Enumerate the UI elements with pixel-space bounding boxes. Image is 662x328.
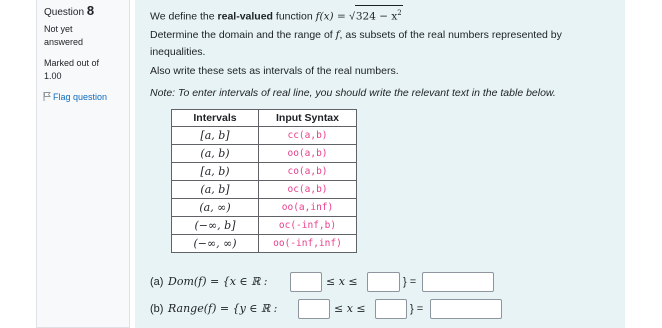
question-state: [44, 23, 83, 49]
header-input-syntax: Input Syntax: [259, 110, 357, 127]
table-row: [172, 181, 357, 199]
question-title: [44, 3, 94, 18]
domain-interval-input[interactable]: [422, 272, 494, 292]
flag-question-link[interactable]: [43, 92, 107, 102]
question-content: [135, 0, 625, 328]
syntax-cell: cc(a,b): [259, 127, 357, 145]
grade-line-2: 1.00: [44, 71, 62, 81]
intro-prefix: We define the: [150, 10, 218, 23]
domain-upper-bound-input[interactable]: [367, 272, 400, 292]
state-line-1: Not yet: [44, 24, 73, 34]
interval-cell: [a, b]: [172, 127, 259, 145]
table-row: [172, 217, 357, 235]
sqrt-expression: [355, 5, 403, 25]
domain-lower-bound-input[interactable]: [290, 272, 322, 292]
domain-close-brace: } =: [403, 276, 417, 288]
domain-set-builder: Dom(f) = {x ∈ ℝ :: [168, 275, 268, 288]
sqrt-radicand: 324 − x: [355, 10, 398, 23]
syntax-cell: oo(a,b): [259, 145, 357, 163]
line2-suffix: , as subsets of the real numbers represented by: [339, 29, 562, 41]
flag-question-label: Flag question: [53, 92, 108, 102]
range-upper-bound-input[interactable]: [375, 299, 407, 319]
intro-mid: function: [272, 10, 316, 23]
interval-cell: (a, ∞): [172, 199, 259, 217]
intro-paragraph: We define the real-valued function $f(x) = √324 - x^2$: [150, 5, 403, 25]
question-label: Question: [44, 7, 85, 18]
table-header-row: [172, 110, 357, 127]
note-text: Note: To enter intervals of real line, you should write the relevant text in the table below.: [150, 87, 556, 99]
table-row: [172, 145, 357, 163]
flag-icon: [43, 92, 51, 101]
table-row: [172, 127, 357, 145]
table-row: [172, 163, 357, 181]
function-definition: f(x) =: [315, 10, 350, 23]
domain-label: (a): [150, 276, 164, 288]
range-interval-input[interactable]: [430, 299, 502, 319]
line2-f: f: [335, 29, 340, 41]
syntax-cell: oo(-inf,inf): [259, 235, 357, 253]
range-close-brace: } =: [410, 303, 424, 315]
interval-cell: [a, b): [172, 163, 259, 181]
question-grade: [44, 57, 99, 83]
instruction-line-3: inequalities.: [150, 46, 206, 58]
interval-cell: (−∞, ∞): [172, 235, 259, 253]
line2-text: Determine the domain and the range of: [150, 29, 336, 41]
grade-line-1: Marked out of: [44, 58, 100, 68]
range-label: (b): [150, 303, 164, 315]
instruction-line-4: Also write these sets as intervals of the real numbers.: [150, 65, 399, 77]
range-lower-bound-input[interactable]: [298, 299, 330, 319]
question-info-panel: [36, 0, 130, 328]
syntax-cell: oc(a,b): [259, 181, 357, 199]
range-answer-row: [150, 298, 620, 320]
syntax-cell: oo(a,inf): [259, 199, 357, 217]
instruction-line-2: [150, 28, 562, 43]
interval-cell: (a, b): [172, 145, 259, 163]
syntax-cell: co(a,b): [259, 163, 357, 181]
syntax-table: [171, 109, 357, 253]
syntax-cell: oc(-inf,b): [259, 217, 357, 235]
table-row: [172, 199, 357, 217]
domain-answer-row: [150, 271, 620, 293]
interval-cell: (−∞, b]: [172, 217, 259, 235]
range-inequality: ≤ x ≤: [334, 302, 366, 315]
domain-inequality: ≤ x ≤: [326, 275, 358, 288]
sqrt-exponent: 2: [397, 9, 402, 17]
interval-cell: (a, b]: [172, 181, 259, 199]
header-intervals: Intervals: [172, 110, 259, 127]
intro-bold: real-valued: [217, 10, 273, 23]
range-set-builder: Range(f) = {y ∈ ℝ :: [168, 302, 278, 315]
state-line-2: answered: [44, 37, 84, 47]
question-number: 8: [86, 3, 95, 18]
table-row: [172, 235, 357, 253]
